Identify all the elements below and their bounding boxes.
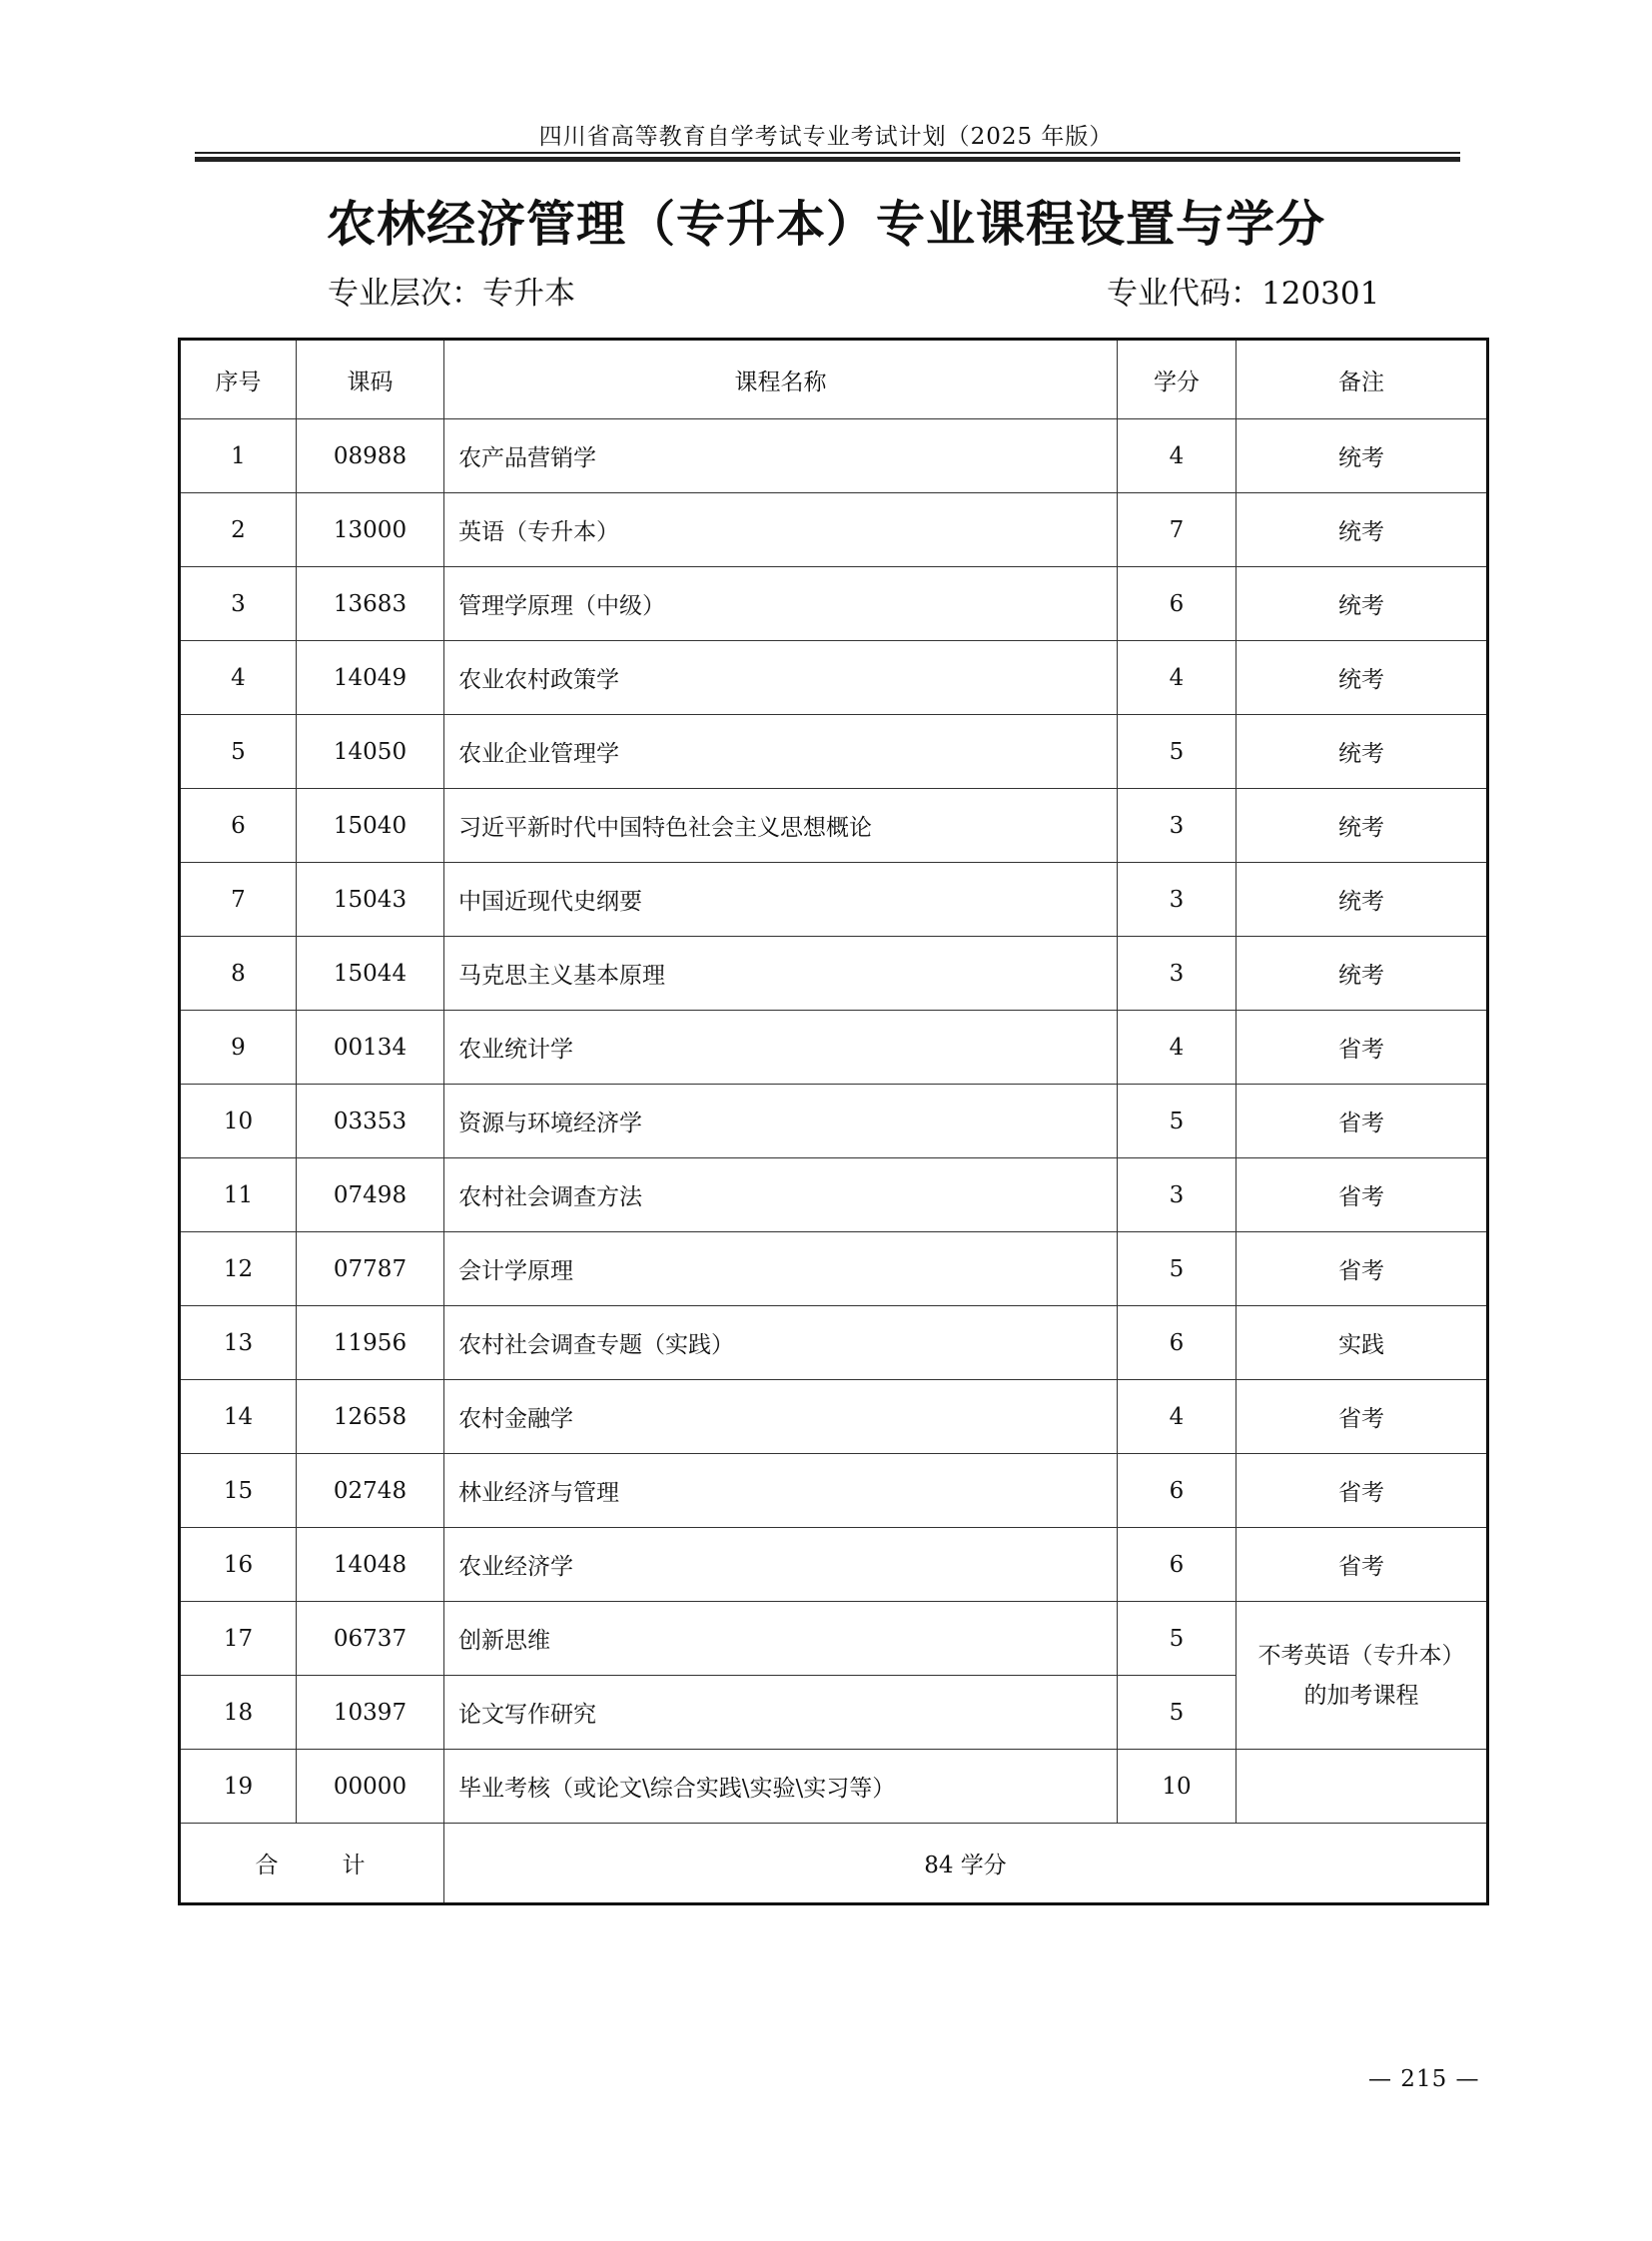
cell-seq: 1: [180, 419, 297, 493]
cell-code: 07787: [297, 1232, 444, 1306]
cell-name: 农村社会调查方法: [444, 1158, 1118, 1232]
cell-credit: 10: [1118, 1750, 1237, 1824]
cell-code: 11956: [297, 1306, 444, 1380]
cell-note: 统考: [1237, 789, 1488, 863]
cell-credit: 3: [1118, 937, 1237, 1011]
table-row: [180, 493, 1488, 567]
cell-code: 15044: [297, 937, 444, 1011]
cell-credit: 4: [1118, 641, 1237, 715]
cell-seq: 11: [180, 1158, 297, 1232]
cell-seq: 17: [180, 1602, 297, 1676]
merged-note-line1: 不考英语（专升本）: [1257, 1642, 1465, 1669]
cell-note: 实践: [1237, 1306, 1488, 1380]
header-name: 课程名称: [444, 340, 1118, 419]
cell-credit: 5: [1118, 1676, 1237, 1750]
header-note: 备注: [1237, 340, 1488, 419]
table-row: [180, 1085, 1488, 1158]
table-row: [180, 1380, 1488, 1454]
cell-name: 农产品营销学: [444, 419, 1118, 493]
total-label: 合计: [255, 1853, 429, 1878]
cell-note: [1237, 1750, 1488, 1824]
cell-name: 农业农村政策学: [444, 641, 1118, 715]
cell-credit: 6: [1118, 567, 1237, 641]
cell-seq: 4: [180, 641, 297, 715]
cell-credit: 4: [1118, 419, 1237, 493]
cell-code: 14048: [297, 1528, 444, 1602]
cell-credit: 3: [1118, 863, 1237, 937]
cell-name: 管理学原理（中级）: [444, 567, 1118, 641]
table-row: [180, 641, 1488, 715]
cell-name: 农业企业管理学: [444, 715, 1118, 789]
cell-note: 省考: [1237, 1158, 1488, 1232]
running-header: 四川省高等教育自学考试专业考试计划（2025 年版）: [538, 124, 1114, 150]
cell-name: 农业统计学: [444, 1011, 1118, 1085]
cell-credit: 7: [1118, 493, 1237, 567]
cell-seq: 15: [180, 1454, 297, 1528]
cell-credit: 6: [1118, 1454, 1237, 1528]
cell-code: 06737: [297, 1602, 444, 1676]
cell-code: 00134: [297, 1011, 444, 1085]
cell-credit: 5: [1118, 715, 1237, 789]
table-row: [180, 1602, 1488, 1676]
cell-note: 省考: [1237, 1011, 1488, 1085]
cell-note: 省考: [1237, 1380, 1488, 1454]
total-value: 84 学分: [444, 1824, 1488, 1904]
cell-note: 统考: [1237, 863, 1488, 937]
cell-note: 省考: [1237, 1232, 1488, 1306]
cell-seq: 9: [180, 1011, 297, 1085]
cell-credit: 6: [1118, 1528, 1237, 1602]
total-row: [180, 1824, 1488, 1904]
cell-seq: 14: [180, 1380, 297, 1454]
table-header-row: [180, 340, 1488, 419]
cell-note: 统考: [1237, 493, 1488, 567]
cell-note: 省考: [1237, 1454, 1488, 1528]
cell-seq: 18: [180, 1676, 297, 1750]
table-row: [180, 863, 1488, 937]
major-code-value: 120301: [1261, 276, 1380, 312]
table-row: [180, 1232, 1488, 1306]
cell-note: 统考: [1237, 567, 1488, 641]
cell-code: 15040: [297, 789, 444, 863]
cell-code: 14049: [297, 641, 444, 715]
cell-name: 林业经济与管理: [444, 1454, 1118, 1528]
cell-code: 03353: [297, 1085, 444, 1158]
cell-seq: 10: [180, 1085, 297, 1158]
cell-note: 统考: [1237, 419, 1488, 493]
course-table: [178, 338, 1489, 1905]
cell-note: 统考: [1237, 641, 1488, 715]
cell-credit: 4: [1118, 1011, 1237, 1085]
table-row: [180, 1011, 1488, 1085]
merged-note-line2: 的加考课程: [1303, 1682, 1419, 1709]
major-code-label: 专业代码：: [1107, 276, 1261, 312]
cell-name: 农村社会调查专题（实践）: [444, 1306, 1118, 1380]
table-row: [180, 1750, 1488, 1824]
table-row: [180, 1528, 1488, 1602]
cell-seq: 3: [180, 567, 297, 641]
cell-credit: 6: [1118, 1306, 1237, 1380]
table-row: [180, 789, 1488, 863]
cell-name: 资源与环境经济学: [444, 1085, 1118, 1158]
cell-name: 农业经济学: [444, 1528, 1118, 1602]
cell-code: 13683: [297, 567, 444, 641]
table-row: [180, 419, 1488, 493]
cell-credit: 4: [1118, 1380, 1237, 1454]
cell-name: 会计学原理: [444, 1232, 1118, 1306]
cell-name: 马克思主义基本原理: [444, 937, 1118, 1011]
header-rule-thick: [195, 157, 1460, 162]
page-title: 农林经济管理（专升本）专业课程设置与学分: [326, 196, 1325, 253]
cell-name: 农村金融学: [444, 1380, 1118, 1454]
major-level: [328, 268, 575, 313]
cell-seq: 2: [180, 493, 297, 567]
header-seq: 序号: [180, 340, 297, 419]
cell-code: 08988: [297, 419, 444, 493]
table-row: [180, 567, 1488, 641]
cell-name: 英语（专升本）: [444, 493, 1118, 567]
cell-seq: 5: [180, 715, 297, 789]
header-code: 课码: [297, 340, 444, 419]
cell-name: 毕业考核（或论文\综合实践\实验\实习等）: [444, 1750, 1118, 1824]
cell-code: 07498: [297, 1158, 444, 1232]
cell-seq: 12: [180, 1232, 297, 1306]
cell-credit: 3: [1118, 1158, 1237, 1232]
cell-note-merged: [1237, 1602, 1488, 1750]
cell-code: 14050: [297, 715, 444, 789]
major-level-value: 专升本: [482, 276, 575, 312]
cell-seq: 8: [180, 937, 297, 1011]
cell-note: 省考: [1237, 1085, 1488, 1158]
cell-seq: 7: [180, 863, 297, 937]
table-row: [180, 1306, 1488, 1380]
cell-credit: 3: [1118, 789, 1237, 863]
cell-code: 00000: [297, 1750, 444, 1824]
header-credit: 学分: [1118, 340, 1237, 419]
cell-code: 12658: [297, 1380, 444, 1454]
table-row: [180, 937, 1488, 1011]
cell-name: 中国近现代史纲要: [444, 863, 1118, 937]
table-row: [180, 1158, 1488, 1232]
cell-seq: 19: [180, 1750, 297, 1824]
cell-code: 15043: [297, 863, 444, 937]
cell-credit: 5: [1118, 1085, 1237, 1158]
cell-credit: 5: [1118, 1602, 1237, 1676]
cell-name: 习近平新时代中国特色社会主义思想概论: [444, 789, 1118, 863]
cell-note: 统考: [1237, 715, 1488, 789]
cell-seq: 13: [180, 1306, 297, 1380]
total-label-cell: [180, 1824, 444, 1904]
cell-name: 论文写作研究: [444, 1676, 1118, 1750]
cell-code: 13000: [297, 493, 444, 567]
table-row: [180, 715, 1488, 789]
page-number: — 215 —: [1368, 2066, 1480, 2092]
header-rule-thin: [195, 152, 1460, 154]
major-code: [1107, 268, 1379, 313]
cell-seq: 6: [180, 789, 297, 863]
cell-code: 02748: [297, 1454, 444, 1528]
table-row: [180, 1454, 1488, 1528]
cell-code: 10397: [297, 1676, 444, 1750]
cell-note: 统考: [1237, 937, 1488, 1011]
major-level-label: 专业层次：: [328, 276, 482, 312]
cell-name: 创新思维: [444, 1602, 1118, 1676]
cell-credit: 5: [1118, 1232, 1237, 1306]
cell-seq: 16: [180, 1528, 297, 1602]
cell-note: 省考: [1237, 1528, 1488, 1602]
